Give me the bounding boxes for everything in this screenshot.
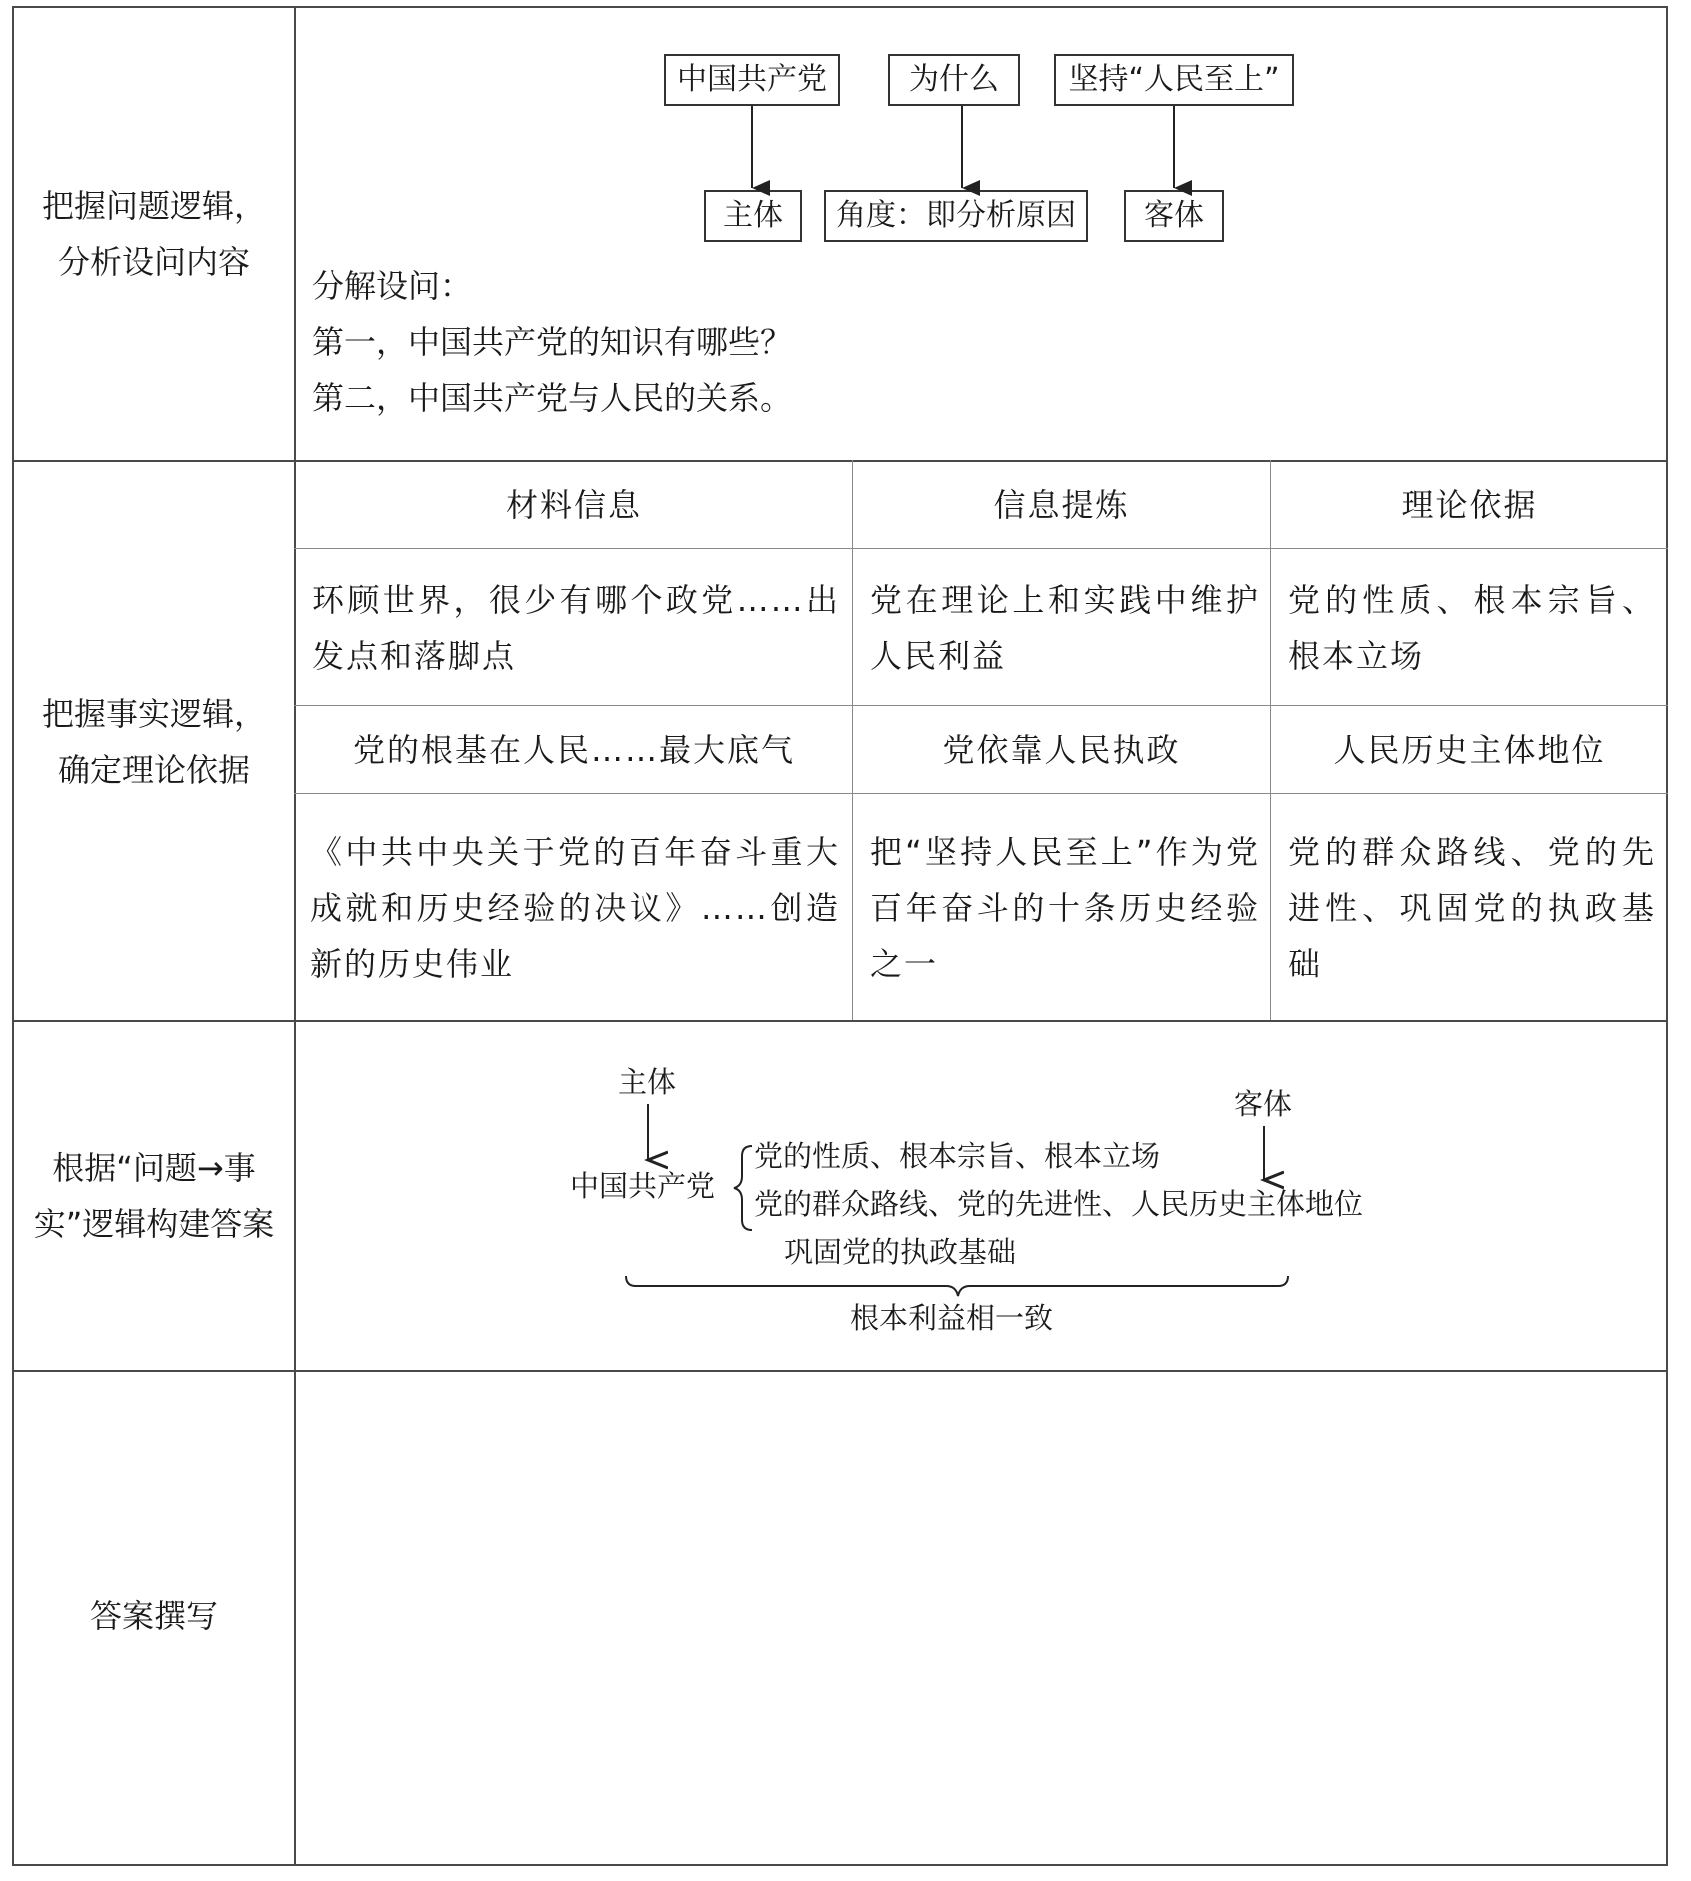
row-label-answer-writing: 答案撰写: [89, 1597, 218, 1635]
fact-cell-r3-theory: 党的群众路线、党的先进性、巩固党的执政基础: [1288, 833, 1656, 983]
decompose-title: 分解设问：: [312, 267, 473, 305]
bottom-brace: [626, 1276, 1288, 1296]
row-label-build-answer: 根据“问题→事 实”逻辑构建答案: [33, 1149, 275, 1243]
fact-cell-r1-material: 环顾世界，很少有哪个政党……出发点和落脚点: [312, 581, 840, 675]
answer-party: 中国共产党: [570, 1169, 716, 1203]
row-label-fact-logic: 把握事实逻辑， 确定理论依据: [41, 695, 266, 789]
left-brace: [734, 1146, 752, 1230]
answer-object-label: 客体: [1234, 1087, 1293, 1121]
decompose-item-2: 第二，中国共产党与人民的关系。: [312, 379, 793, 417]
answer-writing-area[interactable]: [296, 1372, 1666, 1864]
fact-cell-r2-material: 党的根基在人民……最大底气: [352, 731, 795, 769]
box-subject: 主体: [704, 190, 802, 242]
answer-line-1: 党的性质、根本宗旨、根本立场: [754, 1139, 1161, 1173]
answer-line-3: 巩固党的执政基础: [784, 1235, 1017, 1269]
box-object: 客体: [1124, 190, 1224, 242]
decompose-item-1: 第一，中国共产党的知识有哪些？: [312, 323, 793, 361]
box-subject-party: 中国共产党: [664, 54, 840, 106]
fact-cell-r3-material: 《中共中央关于党的百年奋斗重大成就和历史经验的决议》……创造新的历史伟业: [310, 833, 840, 983]
answer-line-2: 党的群众路线、党的先进性、人民历史主体地位: [754, 1187, 1364, 1221]
fact-cell-r2-refine: 党依靠人民执政: [942, 731, 1181, 769]
fact-cell-r1-theory: 党的性质、根本宗旨、根本立场: [1288, 581, 1656, 675]
fact-cell-r2-theory: 人民历史主体地位: [1333, 731, 1606, 769]
box-people-first: 坚持“人民至上”: [1054, 54, 1294, 106]
fact-header-theory: 理论依据: [1401, 486, 1538, 524]
answer-subject-label: 主体: [618, 1065, 677, 1099]
box-why: 为什么: [888, 54, 1020, 106]
fact-cell-r3-refine: 把“坚持人民至上”作为党百年奋斗的十条历史经验之一: [870, 833, 1260, 983]
answer-conclusion: 根本利益相一致: [850, 1301, 1054, 1335]
box-angle: 角度：即分析原因: [824, 190, 1088, 242]
fact-cell-r1-refine: 党在理论上和实践中维护人民利益: [870, 581, 1260, 675]
fact-header-refine: 信息提炼: [993, 486, 1130, 524]
row-label-question-logic: 把握问题逻辑， 分析设问内容: [41, 187, 266, 281]
fact-header-material: 材料信息: [505, 486, 642, 524]
